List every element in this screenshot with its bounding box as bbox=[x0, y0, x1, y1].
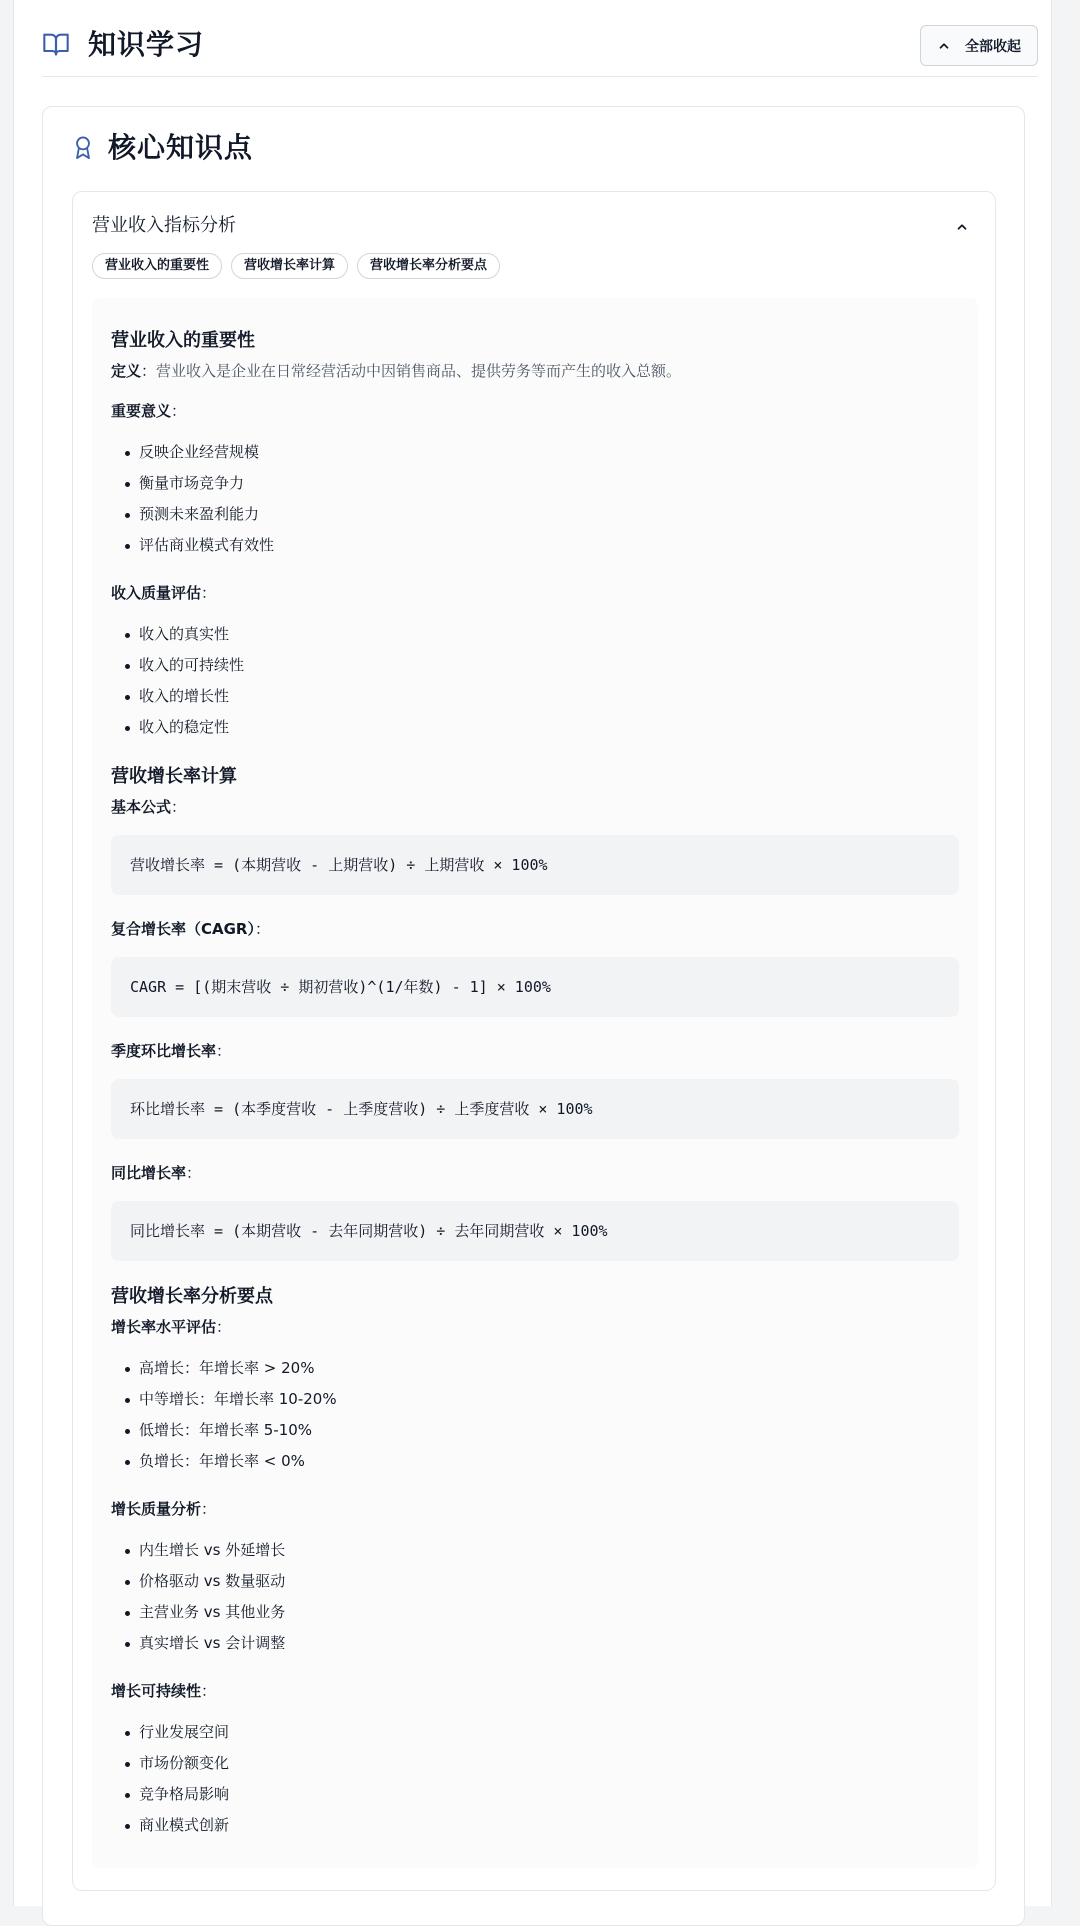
basic-label-row: 基本公式： bbox=[111, 798, 187, 816]
list-item: 衡量市场竞争力 bbox=[111, 468, 959, 499]
cagr-formula: CAGR = [(期末营收 ÷ 期初营收)^(1/年数) - 1] × 100% bbox=[111, 957, 959, 1017]
list-item: 高增长：年增长率 > 20% bbox=[111, 1353, 959, 1384]
section-content bbox=[92, 298, 978, 1868]
sustain-list bbox=[111, 1717, 959, 1841]
cagr-label: 复合增长率（CAGR） bbox=[111, 920, 255, 938]
definition-text: 营业收入是企业在日常经营活动中因销售商品、提供劳务等而产生的收入总额。 bbox=[156, 362, 682, 380]
award-ribbon-icon bbox=[72, 135, 94, 161]
growth-quality-label-row: 增长质量分析： bbox=[111, 1500, 217, 1518]
tag-growth-calc[interactable]: 营收增长率计算 bbox=[231, 253, 348, 279]
quality-list bbox=[111, 619, 959, 743]
sustain-label-row: 增长可持续性： bbox=[111, 1682, 217, 1700]
topic-tags bbox=[92, 253, 500, 279]
list-item: 竞争格局影响 bbox=[111, 1779, 959, 1810]
page-title: 知识学习 bbox=[88, 28, 205, 61]
qoq-label-row: 季度环比增长率： bbox=[111, 1042, 232, 1060]
knowledge-section bbox=[72, 191, 996, 1891]
page bbox=[13, 0, 1052, 1906]
qoq-label: 季度环比增长率 bbox=[111, 1042, 217, 1060]
list-item: 内生增长 vs 外延增长 bbox=[111, 1535, 959, 1566]
tag-growth-analysis[interactable]: 营收增长率分析要点 bbox=[357, 253, 500, 279]
significance-label-row: 重要意义： bbox=[111, 402, 187, 420]
book-open-icon bbox=[42, 30, 70, 58]
level-label-row: 增长率水平评估： bbox=[111, 1318, 232, 1336]
yoy-label: 同比增长率 bbox=[111, 1164, 187, 1182]
definition-label: 定义 bbox=[111, 362, 142, 380]
list-item: 反映企业经营规模 bbox=[111, 437, 959, 468]
chevron-up-icon bbox=[937, 39, 951, 53]
core-knowledge-card bbox=[42, 106, 1025, 1926]
basic-formula-label: 基本公式 bbox=[111, 798, 172, 816]
sustain-label: 增长可持续性 bbox=[111, 1682, 202, 1700]
list-item: 收入的真实性 bbox=[111, 619, 959, 650]
qoq-formula: 环比增长率 = (本季度营收 - 上季度营收) ÷ 上季度营收 × 100% bbox=[111, 1079, 959, 1139]
calc-heading: 营收增长率计算 bbox=[111, 766, 237, 787]
list-item: 收入的增长性 bbox=[111, 681, 959, 712]
importance-heading: 营业收入的重要性 bbox=[111, 330, 255, 351]
level-list bbox=[111, 1353, 959, 1477]
list-item: 市场份额变化 bbox=[111, 1748, 959, 1779]
cagr-label-row: 复合增长率（CAGR）： bbox=[111, 920, 270, 938]
growth-quality-label: 增长质量分析 bbox=[111, 1500, 202, 1518]
basic-formula: 营收增长率 = (本期营收 - 上期营收) ÷ 上期营收 × 100% bbox=[111, 835, 959, 895]
list-item: 主营业务 vs 其他业务 bbox=[111, 1597, 959, 1628]
yoy-label-row: 同比增长率： bbox=[111, 1164, 202, 1182]
collapse-all-button[interactable] bbox=[920, 25, 1038, 66]
list-item: 评估商业模式有效性 bbox=[111, 530, 959, 561]
quality-label: 收入质量评估 bbox=[111, 584, 202, 602]
list-item: 行业发展空间 bbox=[111, 1717, 959, 1748]
quality-label-row: 收入质量评估： bbox=[111, 584, 217, 602]
card-title: 核心知识点 bbox=[108, 131, 254, 164]
yoy-formula: 同比增长率 = (本期营收 - 去年同期营收) ÷ 去年同期营收 × 100% bbox=[111, 1201, 959, 1261]
list-item: 商业模式创新 bbox=[111, 1810, 959, 1841]
section-title[interactable]: 营业收入指标分析 bbox=[92, 215, 236, 236]
list-item: 预测未来盈利能力 bbox=[111, 499, 959, 530]
collapse-all-label: 全部收起 bbox=[965, 38, 1021, 55]
tag-importance[interactable]: 营业收入的重要性 bbox=[92, 253, 222, 279]
significance-list bbox=[111, 437, 959, 561]
list-item: 真实增长 vs 会计调整 bbox=[111, 1628, 959, 1659]
chevron-up-icon[interactable] bbox=[955, 220, 969, 234]
list-item: 收入的可持续性 bbox=[111, 650, 959, 681]
list-item: 低增长：年增长率 5-10% bbox=[111, 1415, 959, 1446]
page-header bbox=[42, 0, 1038, 77]
list-item: 中等增长：年增长率 10-20% bbox=[111, 1384, 959, 1415]
analysis-heading: 营收增长率分析要点 bbox=[111, 1286, 273, 1307]
significance-label: 重要意义 bbox=[111, 402, 172, 420]
growth-quality-list bbox=[111, 1535, 959, 1659]
list-item: 价格驱动 vs 数量驱动 bbox=[111, 1566, 959, 1597]
definition-paragraph: 定义：营业收入是企业在日常经营活动中因销售商品、提供劳务等而产生的收入总额。 bbox=[111, 362, 682, 380]
level-label: 增长率水平评估 bbox=[111, 1318, 217, 1336]
list-item: 收入的稳定性 bbox=[111, 712, 959, 743]
list-item: 负增长：年增长率 < 0% bbox=[111, 1446, 959, 1477]
